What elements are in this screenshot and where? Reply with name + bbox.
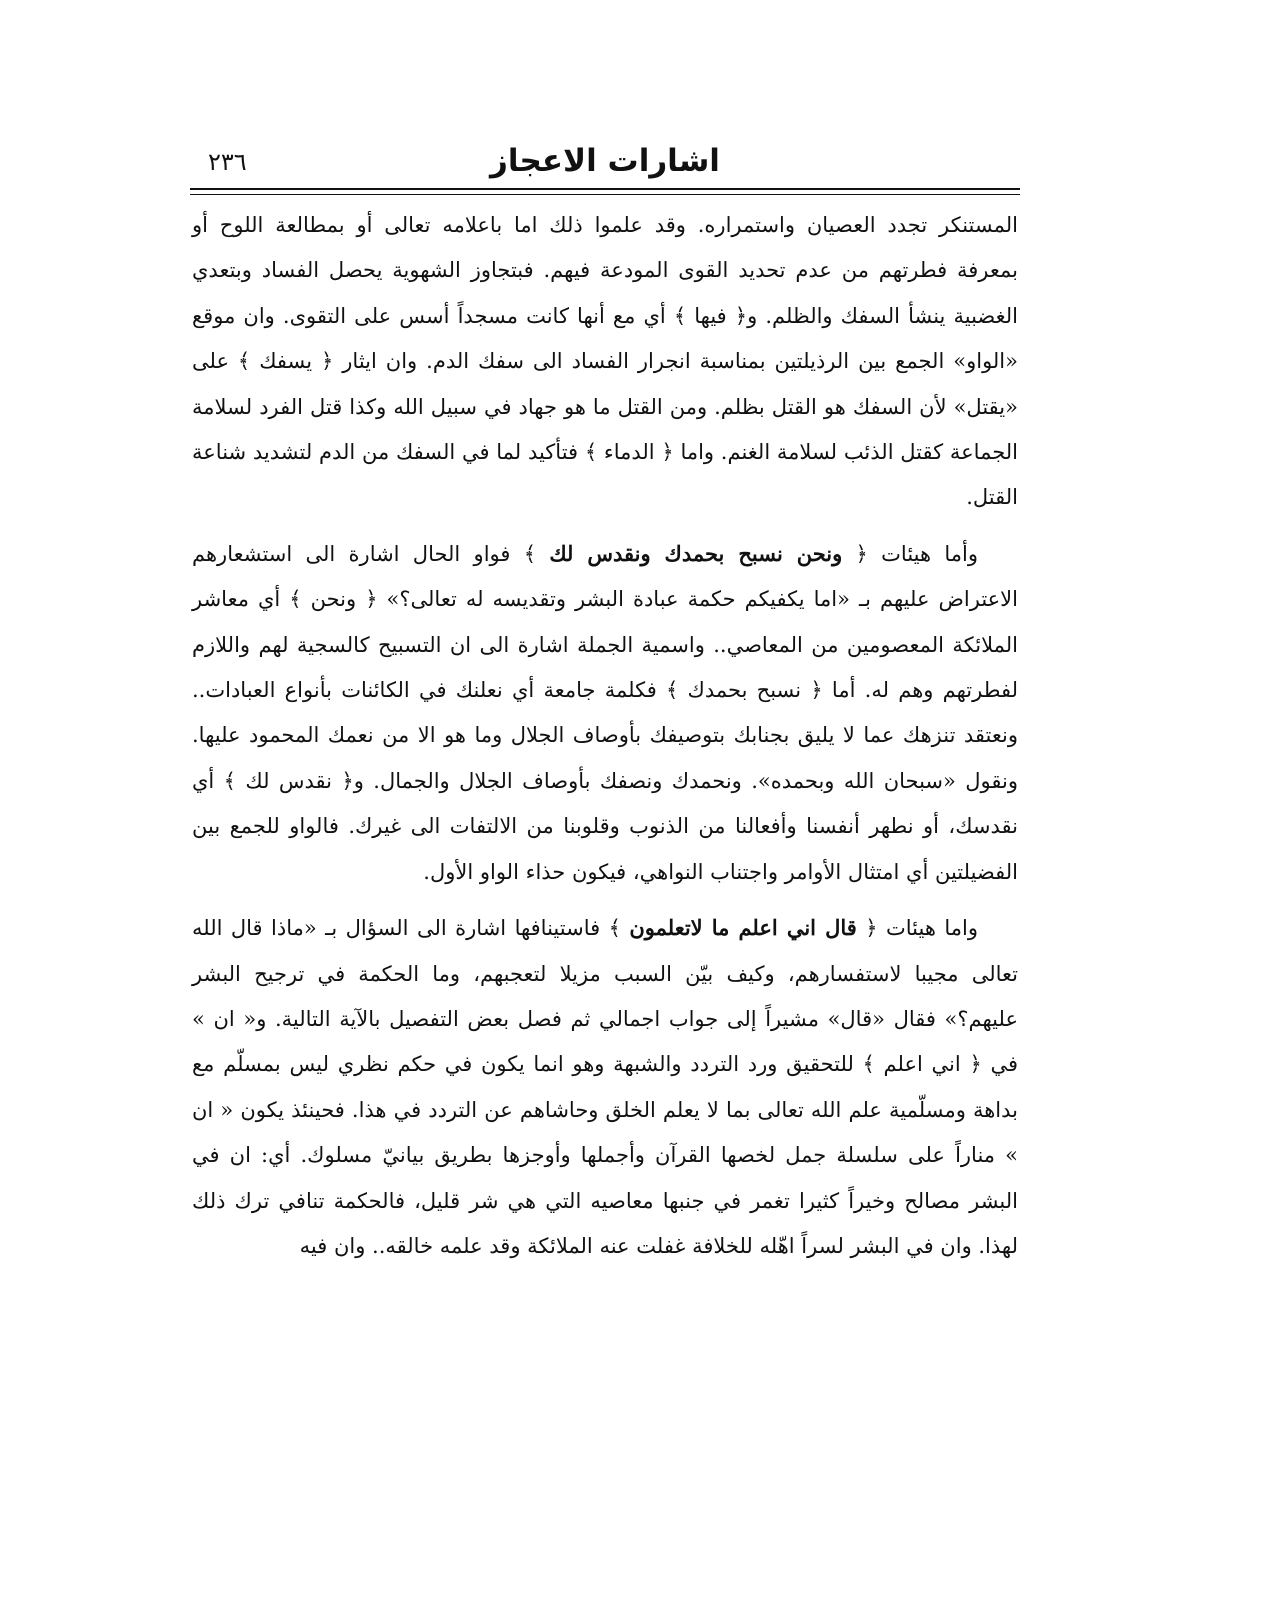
header-rule-thick	[190, 188, 1020, 190]
paragraph-2	[192, 531, 1018, 895]
running-head	[190, 138, 1020, 184]
paragraph-2-verse: ونحن نسبح بحمدك ونقدس لك	[549, 540, 843, 566]
page-number: ٢٣٦	[208, 148, 247, 176]
paragraph-3	[192, 905, 1018, 1269]
body-text	[192, 203, 1018, 1269]
page-title: اشارات الاعجاز	[490, 143, 720, 179]
paragraph-2-continuation: ونقول «سبحان الله وبحمده». ونحمدك ونصفك بأوصاف الجلال والجمال. و﴿ نقدس لك ﴾ أي نقدسك، أو نطهر أنفسنا وأفعالنا من الذنوب وقلوبنا من الالتفات الى غيرك. فالواو للجمع بين الفضيلتين أي امتثال الأوامر واجتناب النواهي، فيكون حذاء الواو الأول.	[192, 768, 1018, 884]
header-rule-thin	[190, 194, 1020, 195]
paragraph-2-lead: وأما هيئات ﴿	[842, 541, 978, 566]
paragraph-1: المستنكر تجدد العصيان واستمراره. وقد علموا ذلك اما باعلامه تعالى أو بمطالعة اللوح أو بمعرفة فطرتهم من عدم تحديد القوى المودعة فيهم. فبتجاوز الشهوية يحصل الفساد وبتعدي الغضبية ينشأ السفك والظلم. و﴿ فيها ﴾ أي مع أنها كانت مسجداً أسس على التقوى. وان موقع «الواو» الجمع بين الرذيلتين بمناسبة انجرار الفساد الى سفك الدم. وان ايثار ﴿ يسفك ﴾ على «يقتل» لأن السفك هو القتل بظلم. ومن القتل ما هو جهاد في سبيل الله وكذا قتل الفرد لسلامة الجماعة كقتل الذئب لسلامة الغنم. واما ﴿ الدماء ﴾ فتأكيد لما في السفك من الدم لتشديد شناعة القتل.	[192, 213, 1018, 510]
paragraph-3-lead: واما هيئات ﴿	[856, 916, 978, 941]
paragraph-2-body: ﴾ فواو الحال اشارة الى استشعارهم الاعتراض عليهم بـ «اما يكفيكم حكمة عبادة البشر وتقديسه له تعالى؟» ﴿ ونحن ﴾ أي معاشر الملائكة المعصومين من المعاصي.. واسمية الجملة اشارة الى ان التسبيح كالسجية لهم واللازم لفطرتهم وهم له. أما ﴿ نسبح بحمدك ﴾ فكلمة جامعة أي نعلنك في الكائنات بأنواع العبادات.. ونعتقد تنزهك عما لا يليق بجنابك بتوصيفك بأوصاف الجلال وما هو الا من نعمك المحمود عليها.	[192, 541, 1018, 748]
paragraph-3-body: ﴾ فاستينافها اشارة الى السؤال بـ «ماذا قال الله تعالى مجيبا لاستفسارهم، وكيف بيّن السبب مزيلا لتعجبهم، وما الحكمة في ترجيح البشر عليهم؟» فقال «قال» مشيراً إلى جواب اجمالي ثم فصل بعض التفصيل بالآية التالية. و« ان » في ﴿ اني اعلم ﴾ للتحقيق ورد التردد والشبهة وهو انما يكون في حكم نظري ليس بمسلّم مع بداهة ومسلّمية علم الله تعالى بما لا يعلم الخلق وحاشاهم عن التردد في هذا. فحينئذ يكون « ان » مناراً على سلسلة جمل لخصها القرآن وأجملها وأوجزها بطريق بيانيّ مسلوك. أي: ان في البشر مصالح وخيراً كثيرا تغمر في جنبها معاصيه التي هي شر قليل، فالحكمة تنافي ترك ذلك لهذا. وان في البشر لسراً اهّله للخلافة غفلت عنه الملائكة وقد علمه خالقه.. وان فيه	[192, 916, 1018, 1258]
paragraph-3-verse: قال اني اعلم ما لاتعلمون	[629, 915, 857, 941]
